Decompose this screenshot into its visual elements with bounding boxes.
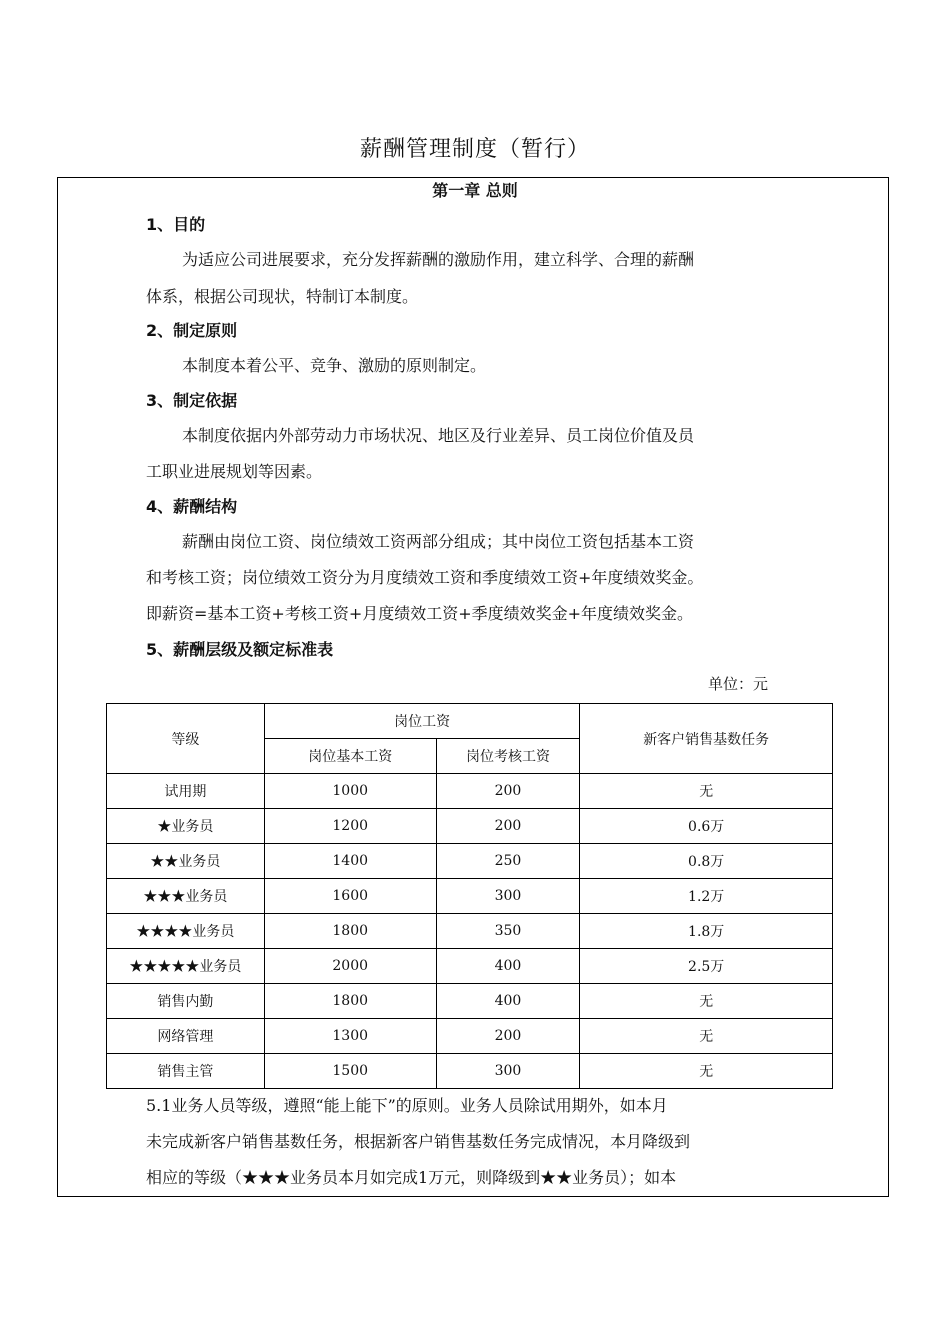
section-3-line-1: 本制度依据内外部劳动力市场状况、地区及行业差异、员工岗位价值及员 [182, 426, 695, 445]
section-1-heading: 1、目的 [146, 215, 206, 234]
cell-base: 1600 [264, 879, 436, 914]
section-4-line-2: 和考核工资；岗位绩效工资分为月度绩效工资和季度绩效工资+年度绩效奖金。 [146, 568, 704, 587]
table-header-row [107, 704, 833, 739]
table-row [107, 949, 833, 984]
cell-level: 试用期 [107, 774, 265, 809]
cell-assess: 400 [436, 949, 580, 984]
cell-task: 无 [580, 774, 833, 809]
table-row [107, 1019, 833, 1054]
note-line-1: 5.1业务人员等级，遵照“能上能下”的原则。业务人员除试用期外，如本月 [146, 1096, 668, 1115]
section-3-line-2: 工职业进展规划等因素。 [146, 462, 323, 481]
header-base-wage: 岗位基本工资 [264, 739, 436, 774]
cell-task: 无 [580, 1054, 833, 1089]
cell-assess: 250 [436, 844, 580, 879]
table-row [107, 879, 833, 914]
cell-level: 网络管理 [107, 1019, 265, 1054]
section-1-line-2: 体系，根据公司现状，特制订本制度。 [146, 287, 419, 306]
table-row [107, 1054, 833, 1089]
section-3-heading: 3、制定依据 [146, 391, 238, 410]
cell-base: 1300 [264, 1019, 436, 1054]
cell-task: 2.5万 [580, 949, 833, 984]
salary-table [106, 703, 833, 1089]
cell-assess: 200 [436, 809, 580, 844]
cell-base: 1800 [264, 914, 436, 949]
cell-base: 1000 [264, 774, 436, 809]
table-row [107, 984, 833, 1019]
section-2-line-1: 本制度本着公平、竞争、激励的原则制定。 [182, 356, 487, 375]
cell-base: 1400 [264, 844, 436, 879]
cell-assess: 350 [436, 914, 580, 949]
cell-task: 无 [580, 1019, 833, 1054]
section-2-heading: 2、制定原则 [146, 321, 238, 340]
table-row [107, 844, 833, 879]
note-line-2: 未完成新客户销售基数任务，根据新客户销售基数任务完成情况，本月降级到 [146, 1132, 691, 1151]
cell-level: 销售内勤 [107, 984, 265, 1019]
chapter-heading: 第一章 总则 [432, 181, 518, 200]
header-assess-wage: 岗位考核工资 [436, 739, 580, 774]
cell-level: ★★★★业务员 [107, 914, 265, 949]
section-4-line-1: 薪酬由岗位工资、岗位绩效工资两部分组成；其中岗位工资包括基本工资 [182, 532, 695, 551]
cell-level: ★★业务员 [107, 844, 265, 879]
cell-assess: 300 [436, 879, 580, 914]
section-1-line-1: 为适应公司进展要求，充分发挥薪酬的激励作用，建立科学、合理的薪酬 [182, 250, 695, 269]
table-row [107, 809, 833, 844]
cell-level: ★业务员 [107, 809, 265, 844]
cell-base: 1500 [264, 1054, 436, 1089]
section-4-heading: 4、薪酬结构 [146, 497, 238, 516]
table-row [107, 774, 833, 809]
cell-task: 无 [580, 984, 833, 1019]
cell-base: 1800 [264, 984, 436, 1019]
cell-assess: 200 [436, 774, 580, 809]
cell-task: 1.8万 [580, 914, 833, 949]
cell-assess: 200 [436, 1019, 580, 1054]
section-5-heading: 5、薪酬层级及额定标准表 [146, 640, 334, 659]
cell-base: 1200 [264, 809, 436, 844]
cell-task: 0.6万 [580, 809, 833, 844]
table-row [107, 914, 833, 949]
cell-base: 2000 [264, 949, 436, 984]
unit-label: 单位：元 [708, 675, 769, 693]
header-level: 等级 [107, 704, 265, 774]
cell-task: 1.2万 [580, 879, 833, 914]
cell-task: 0.8万 [580, 844, 833, 879]
cell-assess: 300 [436, 1054, 580, 1089]
note-line-3: 相应的等级（★★★业务员本月如完成1万元，则降级到★★业务员）；如本 [146, 1168, 677, 1187]
document-title: 薪酬管理制度（暂行） [359, 137, 590, 162]
cell-assess: 400 [436, 984, 580, 1019]
cell-level: ★★★业务员 [107, 879, 265, 914]
cell-level: ★★★★★业务员 [107, 949, 265, 984]
cell-level: 销售主管 [107, 1054, 265, 1089]
header-sales-task: 新客户销售基数任务 [580, 704, 833, 774]
header-post-wage: 岗位工资 [264, 704, 580, 739]
section-4-line-3: 即薪资=基本工资+考核工资+月度绩效工资+季度绩效奖金+年度绩效奖金。 [146, 604, 694, 623]
